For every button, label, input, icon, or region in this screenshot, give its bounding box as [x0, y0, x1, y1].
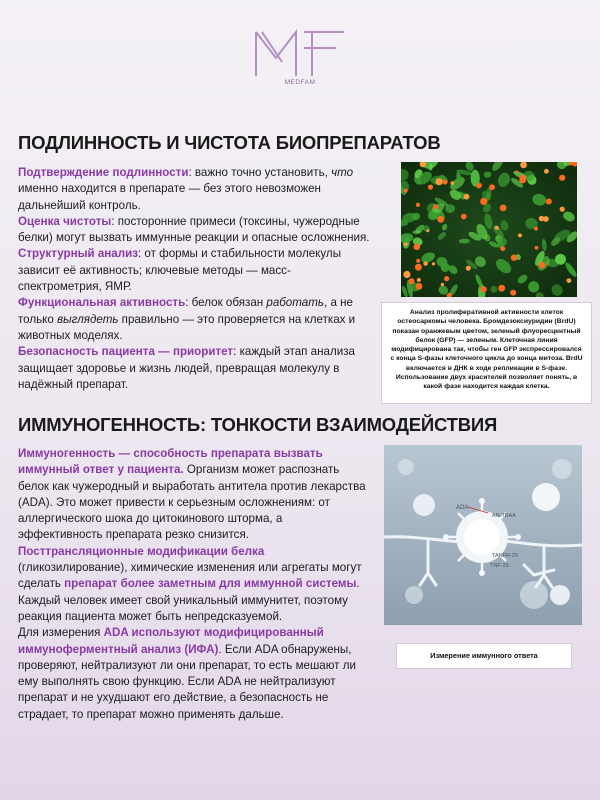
brdu-nucleus: [416, 283, 423, 290]
section1-body: [18, 165, 374, 393]
section-title-authenticity: ПОДЛИННОСТЬ И ЧИСТОТА БИОПРЕПАРАТОВ: [18, 132, 441, 153]
brdu-nucleus: [480, 198, 487, 205]
brdu-nucleus: [546, 199, 552, 205]
figure-caption-cells: Анализ пролиферативной активности клеток остеосаркомы человека. Бромдезоксиуридин (BrdU) показан оранжевым цветом, зеленый флуоресцентный белок (GFP) — зеленым. Клеточная линия модифицирована так, чтобы ген GFP экспрессировался с конца S-фазы клеточного цикла до конца митоза. BrdU включается в ДНК в ходе репликации в S-фазе. Использование двух красителей позволяет понять, в какой фазе находится каждая клетка.: [381, 302, 592, 404]
brdu-nucleus: [541, 264, 545, 268]
brdu-nucleus: [464, 194, 470, 200]
brdu-nucleus: [559, 175, 565, 181]
label-an-tbaa: AN-TBAA: [492, 513, 516, 519]
brdu-nucleus: [518, 233, 522, 237]
cell-microscopy-image: [401, 162, 577, 297]
paragraph-function: Функциональная активность: белок обязан работать, а не только выглядеть правильно — это проверяется на клетках и животных моделях.: [18, 296, 356, 342]
brdu-nucleus: [423, 261, 428, 266]
brdu-nucleus: [510, 290, 516, 296]
brdu-nucleus: [433, 204, 438, 209]
label-tanfr: TANFR-25: [492, 553, 518, 559]
paragraph-immunogenicity: Иммуногенность — способность препарата вызвать иммунный ответ у пациента. Организм может распознать белок как чужеродный и выработать антитела против лекарства (ADA). Это может привести к серьезным осложнениям: от аллергического шока до цитокинового шторма, а эффективность препарата резко снизится.: [18, 447, 366, 542]
label-ada: ADA: [456, 505, 469, 511]
brdu-nucleus: [443, 180, 448, 185]
brdu-nucleus: [501, 246, 506, 251]
brdu-nucleus: [441, 283, 444, 286]
brdu-nucleus: [409, 278, 415, 284]
brdu-nucleus: [403, 271, 410, 278]
figure-caption-immune: Измерение иммунного ответа: [396, 643, 572, 669]
brdu-nucleus: [476, 183, 481, 188]
brdu-nucleus: [567, 278, 572, 283]
brdu-nucleus: [544, 169, 549, 174]
brdu-nucleus: [535, 246, 539, 250]
brdu-nucleus: [432, 262, 435, 265]
brdu-nucleus: [451, 181, 455, 185]
brdu-nucleus: [404, 242, 408, 246]
paragraph-purity: Оценка чистоты: посторонние примеси (токсины, чужеродные белки) могут вызвать иммунные реакции и опасные осложнения.: [18, 214, 370, 245]
brdu-nucleus: [500, 205, 507, 212]
brdu-nucleus: [437, 216, 444, 223]
immune-response-illustration: [384, 445, 582, 625]
brdu-nucleus: [481, 286, 487, 292]
brdu-nucleus: [519, 175, 525, 181]
brdu-nucleus: [516, 171, 519, 174]
gfp-cell: [428, 211, 437, 220]
brdu-nucleus: [489, 184, 495, 190]
brdu-nucleus: [426, 229, 429, 232]
brdu-nucleus: [428, 185, 433, 190]
brdu-nucleus: [543, 216, 549, 222]
paragraph-authenticity: Подтверждение подлинности: важно точно установить, что именно находится в препарате — без этого невозможен дальнейший контроль.: [18, 166, 354, 212]
paragraph-safety: Безопасность пациента — приоритет: каждый этап анализа защищает здоровье и жизнь людей, превращая молекулу в надёжный препарат.: [18, 345, 355, 391]
section2-body: [18, 446, 370, 723]
brdu-nucleus: [414, 244, 421, 251]
brdu-nucleus: [498, 285, 505, 292]
brdu-nucleus: [404, 189, 408, 193]
brdu-nucleus: [417, 278, 421, 282]
section-title-immunogenicity: ИММУНОГЕННОСТЬ: ТОНКОСТИ ВЗАИМОДЕЙСТВИЯ: [18, 414, 498, 435]
brdu-nucleus: [416, 259, 420, 263]
label-tnf: TNF-25: [490, 563, 509, 569]
brdu-nucleus: [534, 227, 538, 231]
brdu-nucleus: [466, 266, 471, 271]
brand-name: MEDFAM: [284, 79, 316, 86]
brdu-nucleus: [436, 178, 443, 185]
brdu-nucleus: [560, 207, 565, 212]
brdu-nucleus: [461, 214, 467, 220]
paragraph-structure: Структурный анализ: от формы и стабильности молекулы зависит её активность; ключевые методы — масс-спектрометрия, ЯМР.: [18, 247, 342, 294]
brdu-nucleus: [416, 203, 420, 207]
brdu-nucleus: [511, 255, 517, 261]
paragraph-ada-measurement: Для измерения ADA используют модифицированный иммуноферментный анализ (ИФА). Если ADA обнаружены, проверяют, нейтрализуют ли они препарат, то есть мешают ли ему выполнять свою функцию. Если ADA не нейтрализуют препарат и не ухудшают его действие, а безопасность не страдает, то препарат можно применять дальше.: [18, 626, 356, 721]
paragraph-modifications: Посттрансляционные модификации белка (гликозилирование), химические изменения или агрегаты могут сделать препарат более заметным для иммунной системы. Каждый человек имеет свой уникальный иммунитет, поэтому реакция пациента может быть непредсказуемой.: [18, 544, 362, 623]
brdu-nucleus: [415, 264, 422, 271]
brdu-nucleus: [495, 226, 499, 230]
brdu-nucleus: [444, 276, 449, 281]
